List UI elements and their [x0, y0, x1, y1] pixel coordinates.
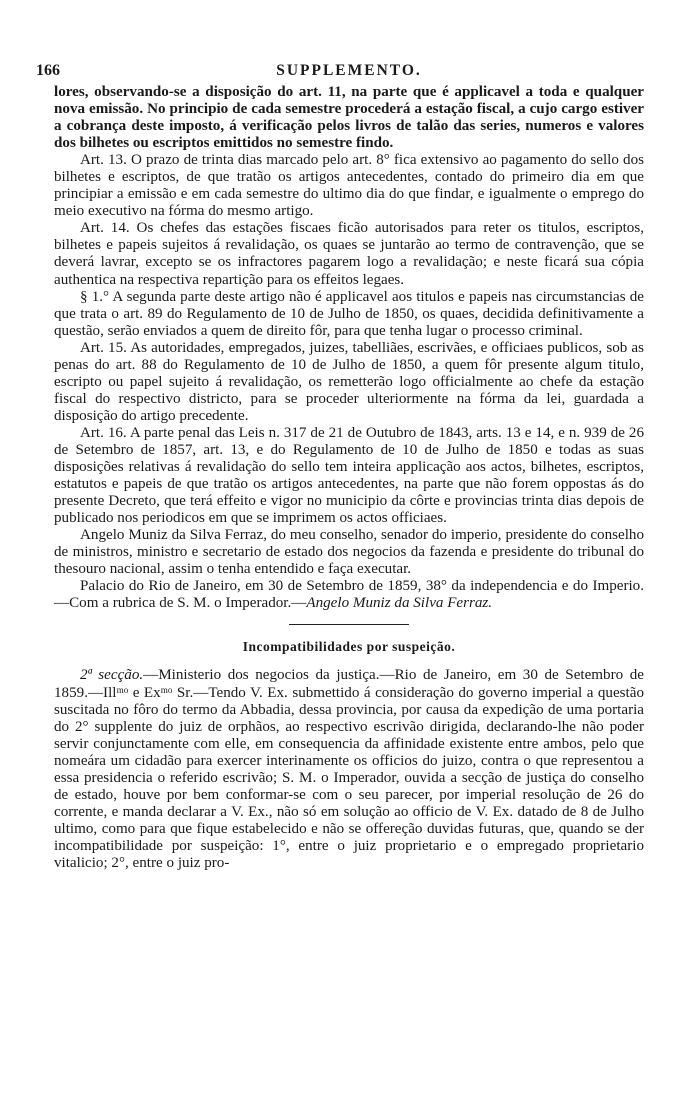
body-text: [54, 84, 644, 612]
section-label: 2ª secção.: [80, 667, 144, 684]
paragraph-art-13: Art. 13. O prazo de trinta dias marcado pelo art. 8° fica extensivo ao pagamento do sello dos bilhetes e escriptos, de que tratão os artigos antecedentes, contado do primeiro dia em que principiar a emissão e em cada semestre do ultimo dia do que findar, e igualmente o emprego do meio executivo na fórma do mesmo artigo.: [54, 152, 644, 220]
paragraph-art-15: Art. 15. As autoridades, empregados, juizes, tabelliães, escrivães, e officiaes publicos, sob as penas do art. 88 do Regulamento de 10 de Julho de 1850, a quem fôr presente algum titulo, escripto ou papel sujeito á revalidação, os remetterão logo officialmente ao chefe da estação fiscal do respectivo districto, para se proceder ulteriormente na fórma da lei, guardada a disposição do artigo precedente.: [54, 339, 644, 424]
paragraph-art-14-section-1: § 1.° A segunda parte deste artigo não é applicavel aos titulos e papeis nas circumstancias de que trata o art. 89 do Regulamento de 10 de Julho de 1850, os quaes, decidida definitivamente a questão, serão enviados a quem de direito fôr, para que tenha lugar o processo criminal.: [54, 288, 644, 339]
section-paragraph: [54, 667, 644, 872]
paragraph-art-16: Art. 16. A parte penal das Leis n. 317 de 21 de Outubro de 1843, arts. 13 e 14, e n. 939 de 26 de Setembro de 1857, art. 13, e do Regulamento de 10 de Julho de 1850 e todas as suas disposições relativas á revalidação do sello tem inteira applicação aos actos, bilhetes, escriptos, estatutos e papeis de que tratão os artigos antecedentes, na parte que não forem oppostas ás do presente Decreto, que terá effeito e vigor no municipio da côrte e provincias trinta dias depois de publicado nos periodicos em que se imprimem os actos officiaes.: [54, 424, 644, 527]
paragraph-continuation: lores, observando-se a disposição do art. 11, na parte que é applicavel a toda e qualquer nova emissão. No principio de cada semestre procederá a estação fiscal, a cujo cargo estiver a cobrança deste imposto, á verificação pelos livros de talão das series, numeros e valores dos bilhetes ou escriptos emittidos no semestre findo.: [54, 84, 644, 152]
page-header: [36, 62, 644, 84]
paragraph-art-14: Art. 14. Os chefes das estações fiscaes ficão autorisados para reter os titulos, escriptos, bilhetes e papeis sujeitos á revalidação, os quaes se juntarão ao termo de contravenção, que se deverá lavrar, excepto se os infractores pagarem logo a revalidação; e neste ficará sua cópia authentica na respectiva repartição para os effeitos legaes.: [54, 220, 644, 288]
page-number: 166: [36, 62, 60, 79]
closing-text: Palacio do Rio de Janeiro, em 30 de Setembro de 1859, 38° da independencia e do Imperio.—Com a rubrica de S. M. o Imperador.—: [54, 578, 644, 612]
document-page: [36, 62, 644, 872]
running-title: SUPPLEMENTO.: [276, 62, 422, 79]
section-divider: [289, 624, 409, 625]
closing-paragraph: [54, 578, 644, 612]
section-heading: Incompatibilidades por suspeição.: [242, 639, 456, 655]
paragraph-ministro: Angelo Muniz da Silva Ferraz, do meu conselho, senador do imperio, presidente do conselho de ministros, ministro e secretario de estado dos negocios da fazenda e presidente do tribunal do thesouro nacional, assim o tenha entendido e faça executar.: [54, 527, 644, 578]
closing-signature: Angelo Muniz da Silva Ferraz.: [306, 595, 493, 612]
section-text: —Ministerio dos negocios da justiça.—Rio de Janeiro, em 30 de Setembro de 1859.—Illᵐᵒ e Exᵐᵒ Sr.—Tendo V. Ex. submettido á consideração do governo imperial a questão suscitada no fôro do termo da Abbadia, dessa provincia, por causa da expedição de uma portaria do 2° supplente do juiz de orphãos, ao respectivo escrivão dirigida, declarando-lhe não poder servir conjunctamente com elle, em consequencia da affinidade existente entre ambos, pelo que nomeára um cidadão para exercer interinamente os officios do juizo, contra o que representou a essa presidencia o referido escrivão; S. M. o Imperador, ouvida a secção de justiça do conselho de estado, houve por bem conformar-se com o seu parecer, por imperial resolução de 26 do corrente, e manda declarar a V. Ex., não só em solução ao officio de V. Ex. datado de 8 de Julho ultimo, como para que fique estabelecido e não se offereção duvidas futuras, que, quando se der incompatibilidade por suspeição: 1°, entre o juiz proprietario e o empregado proprietario vitalicio; 2°, entre o juiz pro-: [54, 667, 644, 871]
section-body: [54, 667, 644, 872]
